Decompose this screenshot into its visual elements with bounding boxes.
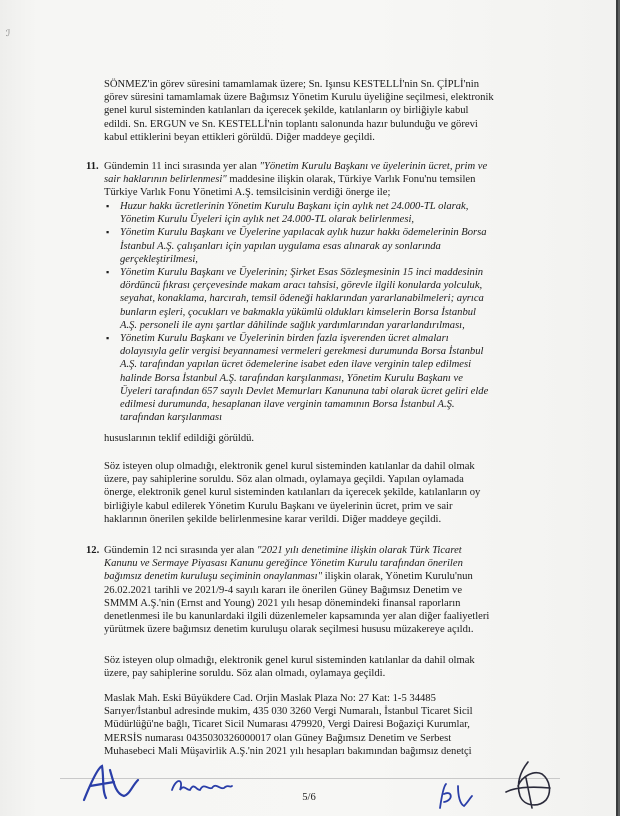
- bullet-item: ▪ Yönetim Kurulu Başkanı ve Üyelerinin; Şirket Esas Sözleşmesinin 15 inci maddesinin dördüncü fıkrası çerçevesinde makam aracı tahsisi, görevle ilgili konularda yolculuk, seyahat, konaklama, harcırah, temsil ödeneği haklarından yararlanabilmeleri; ayrıca bunların eşleri, çocukları ve bakmakla yükümlü oldukları kimselerin Borsa İstanbul A.Ş. personeli ile aynı şartlar dâhilinde sağlık yardımlarından yararlandırılması,: [106, 267, 484, 331]
- signature-1-icon: [80, 760, 150, 806]
- item-12-intro-pre: Gündemin 12 nci sırasında yer alan: [104, 545, 257, 556]
- bullet-item: ▪ Yönetim Kurulu Başkanı ve Üyelerine yapılacak aylık huzur hakkı ödemelerinin Borsa İstanbul A.Ş. çalışanları için yapılan uygulama esas alınarak ay sonlarında gerçekleştirilmesi,: [106, 227, 487, 265]
- bullet-item: ▪ Yönetim Kurulu Başkanı ve Üyelerinin birden fazla işverenden ücret almaları dolayısıyla gelir vergisi beyannamesi vermeleri gerekmesi durumunda Borsa İstanbul A.Ş. tarafından yapılan ücret ödemelerine isabet eden ilave verginin talep edilmesi halinde Borsa İstanbul A.Ş. tarafından karşılanması, Yönetim Kurulu Başkanı ve Üyeleri tarafından 657 sayılı Devlet Memurları Kanununa tabi olarak ücret geliri elde edilmesi durumunda, hesaplanan ilave verginin tamamının Borsa İstanbul A.Ş. tarafından karşılanması: [106, 333, 489, 424]
- item-12-vote-paragraph: Söz isteyen olup olmadığı, elektronik genel kurul sisteminden katılanlar da dahil olmak üzere, pay sahiplerine soruldu. Söz alan olmadı, oylamaya geçildi.: [104, 655, 475, 680]
- item-12-agenda-title: "2021 yılı denetimine ilişkin olarak Türk Ticaret Kanunu ve Sermaye Piyasası Kanunu gereğince Yönetim Kurulu tarafından önerilen bağımsız denetim kuruluşu seçiminin onaylanması": [104, 545, 463, 583]
- item-12-intro: [104, 544, 532, 636]
- item-11-bullet-list: [104, 200, 532, 424]
- item-12-number: 12.: [86, 545, 100, 556]
- item-12-intro-post: ilişkin olarak, Yönetim Kurulu'nun 26.02.2021 tarihli ve 2021/9-4 sayılı kararı ile önerilen Güney Bağımsız Denetim ve SMMM A.Ş.'nin (Ernst and Young) 2021 yılı hesap dönemindeki finansal raporların denetlenmesi ile bu kanunlardaki ilgili düzenlemeler kapsamında yer alan diğer faaliyetleri yürütmek üzere bağımsız denetim kuruluşu olarak seçilmesi hususu müzakereye açıldı.: [104, 571, 490, 636]
- item-11-intro: [104, 160, 532, 200]
- page-binding-edge: [616, 0, 618, 816]
- bullet-item: ▪ Huzur hakkı ücretlerinin Yönetim Kurulu Başkanı için aylık net 24.000-TL olarak, Yönetim Kurulu Üyeleri için aylık net 24.000-TL olarak belirlenmesi,: [106, 201, 469, 226]
- bullet-icon: ▪: [106, 267, 110, 278]
- page-number: 5/6: [302, 792, 316, 803]
- signature-2-icon: [168, 770, 234, 800]
- item-11-closing: hususlarının teklif edildiği görüldü.: [104, 433, 255, 444]
- item-11-intro-post: maddesine ilişkin olarak, Türkiye Varlık Fonu'nu temsilen Türkiye Varlık Fonu Yönetimi A.Ş. temsilcisinin verdiği önerge ile;: [104, 174, 476, 199]
- bullet-icon: ▪: [106, 227, 110, 238]
- intro-paragraph: SÖNMEZ'in görev süresini tamamlamak üzere; Sn. Işınsu KESTELLİ'nin Sn. ÇİPLİ'nin görev süresini tamamlamak üzere Bağımsız Yönetim Kurulu üyeliğine seçilmesi, elektronik genel kurul sisteminden katılanları da içerecek şekilde, katılanların oy birliğiyle kabul edildi. Sn. ERGUN ve Sn. KESTELLİ'nin toplantı salonunda hazır bulunduğu ve görevi kabul ettiklerini beyan ettikleri görüldü. Diğer maddeye geçildi.: [104, 79, 494, 143]
- item-11-intro-pre: Gündemin 11 inci sırasında yer alan: [104, 161, 260, 172]
- item-11-number: 11.: [86, 161, 99, 172]
- item-11-vote-paragraph: Söz isteyen olup olmadığı, elektronik genel kurul sisteminden katılanlar da dahil olmak üzere, pay sahiplerine soruldu. Söz alan olmadı, oylamaya geçildi. Yapılan oylamada önerge, elektronik genel kurul sisteminden katılanları da içerecek şekilde, katılanların oy birliğiyle kabul edilerek Yönetim Kurulu Başkanı ve üyelerinin ücret, prim ve sair haklarının önerilen şekilde belirlenmesine karar verildi. Diğer maddeye geçildi.: [104, 461, 481, 525]
- item-12-auditor-paragraph: Maslak Mah. Eski Büyükdere Cad. Orjin Maslak Plaza No: 27 Kat: 1-5 34485 Sarıyer/İstanbul adresinde mukim, 435 030 3260 Vergi Numaralı, İstanbul Ticaret Sicil Müdürlüğü'ne bağlı, Ticaret Sicil Numarası 479920, Vergi Dairesi Boğaziçi Kurumlar, MERSİS numarası 0435030326000017 olan Güney Bağımsız Denetim ve Serbest Muhasebeci Mali Müşavirlik A.Ş.'nin 2021 yılı hesapları bakımından bağımsız denetçi: [104, 693, 473, 757]
- margin-mark: ℐ: [6, 28, 11, 38]
- signature-4-icon: [498, 758, 558, 814]
- bullet-icon: ▪: [106, 333, 110, 344]
- bullet-icon: ▪: [106, 201, 110, 211]
- signature-3-icon: [434, 780, 474, 812]
- item-11-agenda-title: "Yönetim Kurulu Başkanı ve üyelerinin ücret, prim ve sair haklarının belirlenmesi": [104, 161, 488, 186]
